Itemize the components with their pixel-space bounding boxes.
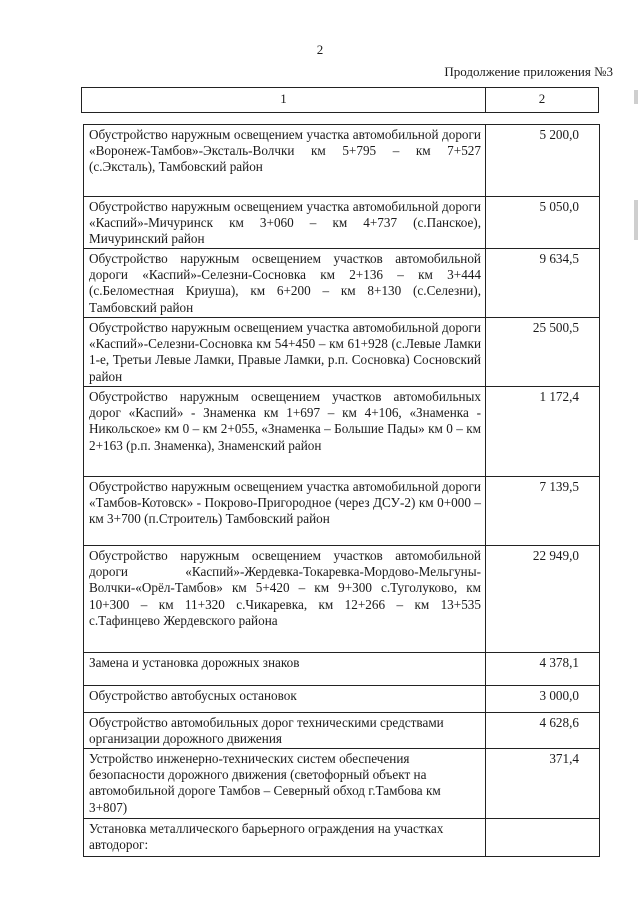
row-description: Обустройство наружным освещением участков автомобильных дорог «Каспий» - Знаменка км 1+697 – км 4+106, «Знаменка - Никольское» км 0 – км 2+055, «Знаменка – Большие Пады» км 0 – км 2+163 (р.п. Знаменка), Знаменский район [84,387,486,477]
scan-edge-mark [634,90,638,104]
page-number: 2 [316,42,324,57]
table-row [84,249,600,318]
row-value: 5 050,0 [486,197,600,249]
table-row [84,749,600,819]
table-row [84,819,600,857]
row-description: Обустройство автомобильных дорог техническими средствами организации дорожного движения [84,713,486,749]
column-header-table [81,87,599,113]
table-row [84,477,600,546]
row-value: 22 949,0 [486,546,600,653]
row-value [486,819,600,857]
row-value: 9 634,5 [486,249,600,318]
row-value: 1 172,4 [486,387,600,477]
row-value: 25 500,5 [486,318,600,387]
row-description: Обустройство наружным освещением участка автомобильной дороги «Каспий»-Мичуринск км 3+060 – км 4+737 (с.Панское), Мичуринский район [84,197,486,249]
row-value: 4 378,1 [486,653,600,686]
row-description: Устройство инженерно-технических систем обеспечения безопасности дорожного движения (светофорный объект на автомобильной дороге Тамбов – Северный обход г.Тамбова км 3+807) [84,749,486,819]
column-header-1: 1 [82,88,486,112]
row-value: 371,4 [486,749,600,819]
row-description: Обустройство наружным освещением участка автомобильной дороги «Тамбов-Котовск» - Покрово-Пригородное (через ДСУ-2) км 0+000 – км 3+700 (п.Строитель) Тамбовский район [84,477,486,546]
row-description: Обустройство наружным освещением участка автомобильной дороги «Воронеж-Тамбов»-Эксталь-Волчки км 5+795 – км 7+527 (с.Эксталь), Тамбовский район [84,125,486,197]
row-value: 4 628,6 [486,713,600,749]
row-description: Замена и установка дорожных знаков [84,653,486,686]
row-description: Обустройство автобусных остановок [84,686,486,713]
row-value: 3 000,0 [486,686,600,713]
table-row [84,387,600,477]
scan-edge-mark [634,200,638,240]
row-value: 7 139,5 [486,477,600,546]
table-row [84,197,600,249]
expenditure-table [83,124,600,857]
column-header-2: 2 [538,91,546,106]
row-description: Обустройство наружным освещением участков автомобильной дороги «Каспий»-Селезни-Сосновка км 2+136 – км 3+444 (с.Беломестная Криуша), км 6+200 – км 8+130 (с.Селезни), Тамбовский район [84,249,486,318]
table-row [84,686,600,713]
row-description: Установка металлического барьерного ограждения на участках автодорог: [84,819,486,857]
table-row [84,653,600,686]
table-row [84,318,600,387]
row-value: 5 200,0 [486,125,600,197]
table-row [84,546,600,653]
table-row [84,713,600,749]
row-description: Обустройство наружным освещением участка автомобильной дороги «Каспий»-Селезни-Сосновка км 54+450 – км 61+928 (с.Левые Ламки 1-е, Третьи Левые Ламки, Правые Ламки, р.п. Сосновка) Сосновский район [84,318,486,387]
row-description: Обустройство наружным освещением участков автомобильной дороги «Каспий»-Жердевка-Токаревка-Мордово-Мельгуны-Волчки-«Орёл-Тамбов» км 5+420 – км 9+300 с.Туголуково, км 10+300 – км 11+320 с.Чикаревка, км 12+266 – км 13+535 с.Тафинцево Жердевского района [84,546,486,653]
appendix-label: Продолжение приложения №3 [444,64,613,79]
table-row [84,125,600,197]
